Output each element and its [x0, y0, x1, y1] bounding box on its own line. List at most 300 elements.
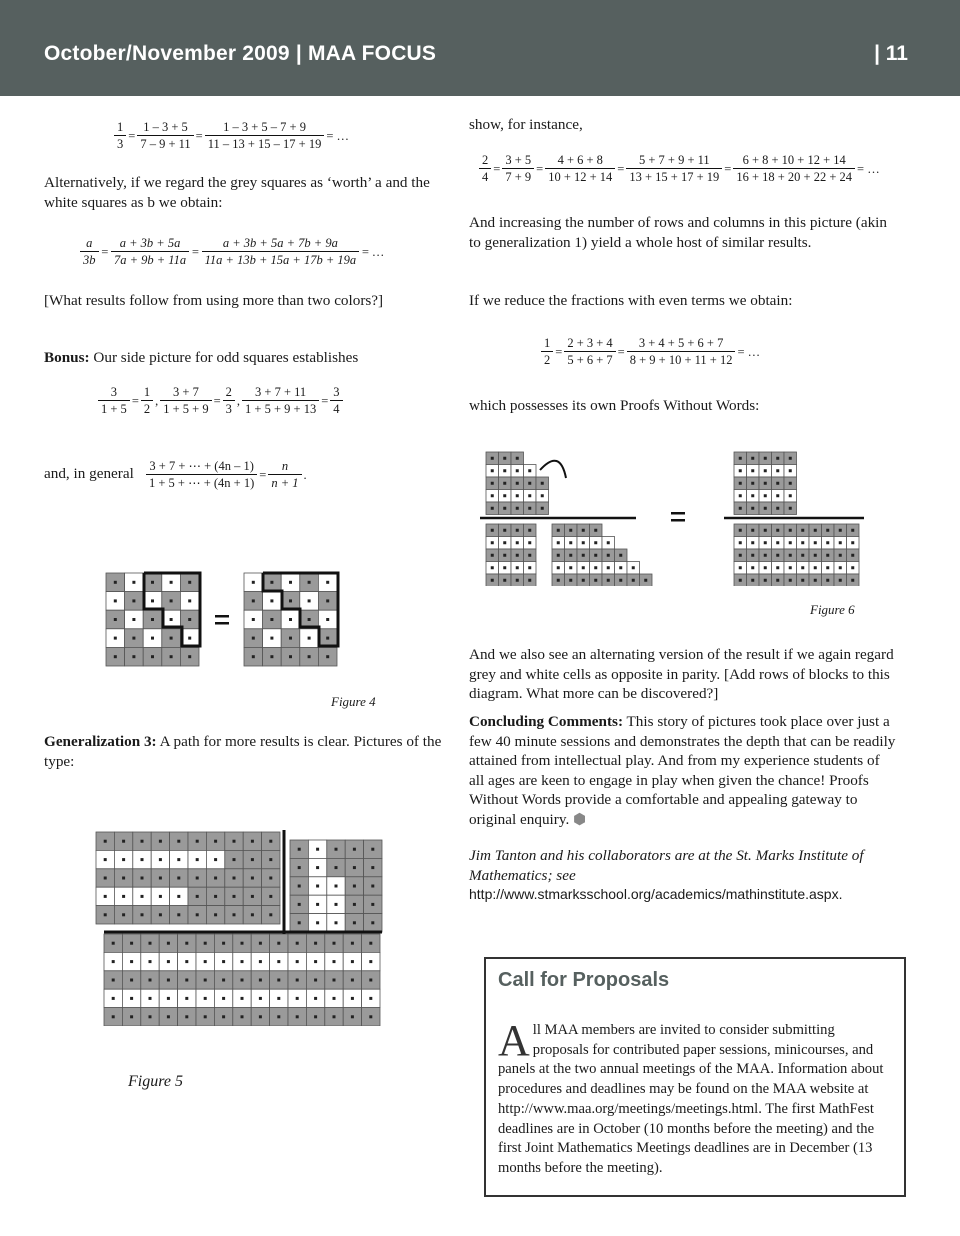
cell-dot	[607, 579, 610, 582]
cell-dot	[776, 457, 779, 460]
cell-dot	[222, 1015, 225, 1018]
cell-dot	[801, 579, 804, 582]
cell-dot	[149, 942, 152, 945]
cell-dot	[185, 960, 188, 963]
cell-dot	[149, 1015, 152, 1018]
cell-dot	[751, 457, 754, 460]
cell-dot	[751, 579, 754, 582]
cell-dot	[122, 913, 125, 916]
cell-dot	[251, 840, 254, 843]
cell-dot	[751, 494, 754, 497]
cell-dot	[739, 482, 742, 485]
cell-dot	[516, 469, 519, 472]
cell-dot	[170, 599, 173, 602]
call-for-proposals-title: Call for Proposals	[498, 969, 670, 991]
cell-dot	[141, 840, 144, 843]
cell-dot	[270, 599, 273, 602]
cell-dot	[114, 581, 117, 584]
cell-dot	[528, 482, 531, 485]
cell-dot	[528, 507, 531, 510]
cell-dot	[122, 858, 125, 861]
cell-dot	[764, 507, 767, 510]
cell-dot	[491, 554, 494, 557]
cell-dot	[764, 469, 767, 472]
cell-dot	[316, 885, 319, 888]
cell-dot	[308, 655, 311, 658]
cell-dot	[170, 655, 173, 658]
cell-dot	[351, 960, 354, 963]
cell-dot	[298, 848, 301, 851]
cell-dot	[326, 618, 329, 621]
cell-dot	[188, 599, 191, 602]
cell-dot	[582, 529, 585, 532]
cell-dot	[333, 960, 336, 963]
equation-6: $\frac{1}{2}$ = $\frac{2 + 3 + 4}{5 + 6 + 7}$ = $\frac{3 + 4 + 5 + 6 + 7}{8 + 9 + 10 + 11 + 12}$ = …	[541, 336, 762, 367]
cell-dot	[252, 655, 255, 658]
cell-dot	[149, 979, 152, 982]
call-for-proposals-text: All MAA members are invited to consider submitting proposals for contributed paper sessions, minicourses, and panels at the two annual meetings of the MAA. Information about procedures and deadlines may be found on the MAA website at http://www.maa.org/meetings/meetings.html. The first MathFest deadlines are in October (10 months before the meeting) and the first Joint Mathematics Meetings deadlines are in December (13 months before the meeting).	[498, 1016, 884, 1176]
cell-dot	[316, 848, 319, 851]
cell-dot	[776, 482, 779, 485]
cell-dot	[839, 529, 842, 532]
cell-dot	[594, 566, 597, 569]
cell-dot	[314, 997, 317, 1000]
header-title: October/November 2009 | MAA FOCUS	[44, 42, 437, 65]
cell-dot	[528, 579, 531, 582]
cell-dot	[289, 637, 292, 640]
cell-dot	[789, 469, 792, 472]
cell-dot	[764, 529, 767, 532]
equation-5: $\frac{2}{4}$ = $\frac{3 + 5}{7 + 9}$ = $\frac{4 + 6 + 8}{10 + 12 + 14}$ = $\frac{5 + 7 + 9 + 11}{13 + 15 + 17 + 19}$ = $\frac{6 + 8 + 10 + 12 + 14}{16 + 18 + 20 + 22 + 24}$ = …	[479, 153, 882, 184]
cell-dot	[369, 997, 372, 1000]
cell-dot	[222, 942, 225, 945]
cell-dot	[739, 541, 742, 544]
cell-dot	[557, 529, 560, 532]
cell-dot	[149, 960, 152, 963]
cell-dot	[326, 655, 329, 658]
cell-dot	[801, 529, 804, 532]
cell-dot	[814, 529, 817, 532]
cell-dot	[839, 579, 842, 582]
cell-dot	[159, 913, 162, 916]
cell-dot	[316, 866, 319, 869]
cell-dot	[151, 618, 154, 621]
cell-dot	[241, 942, 244, 945]
cell-dot	[196, 840, 199, 843]
cell-dot	[826, 541, 829, 544]
cell-dot	[241, 979, 244, 982]
cell-dot	[308, 637, 311, 640]
cell-dot	[369, 942, 372, 945]
cell-dot	[204, 942, 207, 945]
equation-4: $\frac{3 + 7 + \cdots + (4n - 1)}{1 + 5 + \cdots + (4n + 1)}$ = $\frac{n}{n + 1}$ .	[146, 459, 309, 490]
cell-dot	[114, 655, 117, 658]
cell-dot	[122, 895, 125, 898]
cell-dot	[594, 579, 597, 582]
cell-dot	[151, 581, 154, 584]
cell-dot	[151, 655, 154, 658]
cell-dot	[130, 960, 133, 963]
cell-dot	[269, 913, 272, 916]
cell-dot	[789, 457, 792, 460]
cell-dot	[503, 541, 506, 544]
cell-dot	[204, 960, 207, 963]
cell-dot	[851, 566, 854, 569]
cell-dot	[233, 877, 236, 880]
cell-dot	[516, 566, 519, 569]
cell-dot	[252, 581, 255, 584]
cell-dot	[776, 507, 779, 510]
cell-dot	[751, 554, 754, 557]
cell-dot	[251, 858, 254, 861]
cell-dot	[314, 1015, 317, 1018]
cell-dot	[277, 979, 280, 982]
cell-dot	[491, 566, 494, 569]
cell-dot	[557, 554, 560, 557]
cell-dot	[569, 579, 572, 582]
cell-dot	[632, 579, 635, 582]
cell-dot	[188, 618, 191, 621]
cell-dot	[188, 581, 191, 584]
cell-dot	[141, 895, 144, 898]
cell-dot	[269, 858, 272, 861]
cell-dot	[298, 921, 301, 924]
cell-dot	[826, 579, 829, 582]
cell-dot	[204, 997, 207, 1000]
cell-dot	[316, 903, 319, 906]
cell-dot	[764, 566, 767, 569]
cell-dot	[839, 541, 842, 544]
cell-dot	[789, 494, 792, 497]
equals-sign-bottom	[215, 622, 229, 625]
cell-dot	[594, 554, 597, 557]
cell-dot	[528, 541, 531, 544]
cell-dot	[277, 942, 280, 945]
cell-dot	[104, 877, 107, 880]
cell-dot	[270, 637, 273, 640]
equals-sign-top	[215, 615, 229, 618]
cell-dot	[170, 637, 173, 640]
cell-dot	[739, 507, 742, 510]
cell-dot	[289, 618, 292, 621]
cell-dot	[353, 903, 356, 906]
cell-dot	[764, 579, 767, 582]
cell-dot	[314, 960, 317, 963]
cell-dot	[259, 960, 262, 963]
cell-dot	[308, 618, 311, 621]
cell-dot	[333, 1015, 336, 1018]
cell-dot	[491, 457, 494, 460]
cell-dot	[516, 554, 519, 557]
cell-dot	[167, 979, 170, 982]
cell-dot	[259, 942, 262, 945]
cell-dot	[557, 566, 560, 569]
cell-dot	[369, 960, 372, 963]
cell-dot	[114, 618, 117, 621]
cell-dot	[528, 529, 531, 532]
cell-dot	[132, 655, 135, 658]
cell-dot	[114, 637, 117, 640]
cell-dot	[251, 895, 254, 898]
cell-dot	[491, 507, 494, 510]
cell-dot	[503, 579, 506, 582]
cell-dot	[132, 618, 135, 621]
cell-dot	[214, 895, 217, 898]
end-mark-icon: ⬢	[573, 810, 587, 828]
cell-dot	[151, 599, 154, 602]
cell-dot	[619, 566, 622, 569]
cell-dot	[839, 566, 842, 569]
equation-1: $\frac{1}{3}$ = $\frac{1 - 3 + 5}{7 - 9 + 11}$ = $\frac{1 - 3 + 5 - 7 + 9}{11 - 13 + 15 - 17 + 19}$ = …	[114, 120, 351, 151]
cell-dot	[814, 566, 817, 569]
paragraph-reduce-fractions: If we reduce the fractions with even terms we obtain:	[469, 292, 793, 309]
cell-dot	[214, 913, 217, 916]
equation-3: $\frac{3}{1 + 5}$ = $\frac{1}{2}$ , $\frac{3 + 7}{1 + 5 + 9}$ = $\frac{2}{3}$ , $\frac{3 + 7 + 11}{1 + 5 + 9 + 13}$ = $\frac{3}{4}$	[98, 385, 343, 416]
cell-dot	[277, 1015, 280, 1018]
cell-dot	[167, 997, 170, 1000]
cell-dot	[789, 554, 792, 557]
cell-dot	[314, 979, 317, 982]
figure-5-caption: Figure 5	[128, 1073, 183, 1090]
cell-dot	[335, 921, 338, 924]
cell-dot	[188, 655, 191, 658]
cell-dot	[141, 877, 144, 880]
paragraph-bonus: Bonus: Our side picture for odd squares establishes	[44, 349, 359, 366]
cell-dot	[233, 858, 236, 861]
cell-dot	[776, 494, 779, 497]
cell-dot	[351, 1015, 354, 1018]
cell-dot	[188, 637, 191, 640]
paragraph-proofs-without-words: which possesses its own Proofs Without Words:	[469, 397, 760, 414]
cell-dot	[371, 903, 374, 906]
cell-dot	[776, 541, 779, 544]
cell-dot	[569, 541, 572, 544]
cell-dot	[491, 579, 494, 582]
cell-dot	[826, 554, 829, 557]
cell-dot	[141, 858, 144, 861]
cell-dot	[789, 529, 792, 532]
cell-dot	[619, 579, 622, 582]
cell-dot	[130, 997, 133, 1000]
cell-dot	[308, 581, 311, 584]
cell-dot	[541, 507, 544, 510]
equals-sign-bottom	[671, 519, 685, 522]
cell-dot	[851, 529, 854, 532]
cell-dot	[491, 482, 494, 485]
cell-dot	[185, 979, 188, 982]
cell-dot	[259, 1015, 262, 1018]
cell-dot	[132, 581, 135, 584]
cell-dot	[270, 655, 273, 658]
cell-dot	[582, 566, 585, 569]
cell-dot	[503, 529, 506, 532]
cell-dot	[177, 840, 180, 843]
cell-dot	[351, 942, 354, 945]
cell-dot	[851, 579, 854, 582]
paragraph-alternatively: Alternatively, if we regard the grey squares as ‘worth’ a and the white squares as b we obtain:	[44, 174, 430, 211]
cell-dot	[789, 482, 792, 485]
cell-dot	[196, 913, 199, 916]
cell-dot	[222, 960, 225, 963]
cell-dot	[751, 469, 754, 472]
cell-dot	[335, 848, 338, 851]
cell-dot	[351, 979, 354, 982]
cell-dot	[112, 960, 115, 963]
cell-dot	[270, 581, 273, 584]
cell-dot	[252, 637, 255, 640]
cell-dot	[541, 482, 544, 485]
cell-dot	[739, 579, 742, 582]
cell-dot	[839, 554, 842, 557]
cell-dot	[132, 637, 135, 640]
cell-dot	[151, 637, 154, 640]
cell-dot	[503, 482, 506, 485]
paragraph-colors-question: [What results follow from using more than two colors?]	[44, 292, 384, 309]
cell-dot	[270, 618, 273, 621]
cell-dot	[185, 942, 188, 945]
cell-dot	[776, 566, 779, 569]
drop-cap: A	[498, 1016, 530, 1065]
cell-dot	[371, 885, 374, 888]
cell-dot	[814, 554, 817, 557]
figure-4-diagram	[104, 571, 344, 667]
cell-dot	[177, 895, 180, 898]
cell-dot	[814, 541, 817, 544]
cell-dot	[764, 494, 767, 497]
cell-dot	[739, 529, 742, 532]
cell-dot	[314, 942, 317, 945]
cell-dot	[214, 840, 217, 843]
cell-dot	[112, 997, 115, 1000]
cell-dot	[241, 960, 244, 963]
cell-dot	[353, 921, 356, 924]
cell-dot	[333, 942, 336, 945]
cell-dot	[104, 840, 107, 843]
cell-dot	[335, 866, 338, 869]
cell-dot	[296, 979, 299, 982]
cell-dot	[177, 858, 180, 861]
cell-dot	[204, 979, 207, 982]
cell-dot	[371, 921, 374, 924]
page-number: | 11	[874, 42, 908, 65]
cell-dot	[751, 529, 754, 532]
cell-dot	[503, 494, 506, 497]
cell-dot	[851, 554, 854, 557]
cell-dot	[351, 997, 354, 1000]
cell-dot	[826, 529, 829, 532]
cell-dot	[298, 885, 301, 888]
institute-link[interactable]: http://www.stmarksschool.org/academics/mathinstitute.aspx.	[469, 886, 843, 902]
cell-dot	[632, 566, 635, 569]
cell-dot	[122, 840, 125, 843]
cell-dot	[751, 482, 754, 485]
cell-dot	[196, 877, 199, 880]
cell-dot	[619, 554, 622, 557]
cell-dot	[739, 469, 742, 472]
cell-dot	[557, 541, 560, 544]
cell-dot	[252, 599, 255, 602]
cell-dot	[222, 997, 225, 1000]
paragraph-concluding-comments: Concluding Comments: This story of pictures took place over just a few 40 minute sessions and demonstrates the depth that can be readily attained from intellectual play. And from my experience students of all ages are keen to engage in play when given the chance! Proofs Without Words provide a comfortable and appealing gateway to original enquiry. ⬢	[469, 713, 896, 828]
page-header	[0, 0, 960, 96]
cell-dot	[371, 866, 374, 869]
cell-dot	[196, 895, 199, 898]
cell-dot	[582, 554, 585, 557]
cell-dot	[326, 581, 329, 584]
cell-dot	[289, 655, 292, 658]
cell-dot	[607, 541, 610, 544]
cell-dot	[185, 997, 188, 1000]
cell-dot	[569, 554, 572, 557]
cell-dot	[112, 942, 115, 945]
cell-dot	[130, 942, 133, 945]
cell-dot	[739, 566, 742, 569]
cell-dot	[801, 566, 804, 569]
cell-dot	[104, 895, 107, 898]
cell-dot	[141, 913, 144, 916]
cell-dot	[335, 903, 338, 906]
cell-dot	[371, 848, 374, 851]
cell-dot	[751, 541, 754, 544]
cell-dot	[233, 840, 236, 843]
cell-dot	[503, 457, 506, 460]
cell-dot	[516, 579, 519, 582]
equation-2: $\frac{a}{3b}$ = $\frac{a + 3b + 5a}{7a + 9b + 11a}$ = $\frac{a + 3b + 5a + 7b + 9a}{11a + 13b + 15a + 17b + 19a}$ = …	[80, 236, 386, 267]
cell-dot	[751, 507, 754, 510]
cell-dot	[114, 599, 117, 602]
cell-dot	[159, 895, 162, 898]
cell-dot	[296, 942, 299, 945]
cell-dot	[801, 541, 804, 544]
cell-dot	[335, 885, 338, 888]
cell-dot	[122, 877, 125, 880]
cell-dot	[814, 579, 817, 582]
cell-dot	[269, 895, 272, 898]
cell-dot	[167, 942, 170, 945]
cell-dot	[528, 566, 531, 569]
cell-dot	[503, 469, 506, 472]
cell-dot	[516, 482, 519, 485]
cell-dot	[251, 877, 254, 880]
cell-dot	[233, 895, 236, 898]
cell-dot	[369, 1015, 372, 1018]
cell-dot	[739, 554, 742, 557]
cell-dot	[776, 554, 779, 557]
cell-dot	[764, 482, 767, 485]
cell-dot	[167, 960, 170, 963]
cell-dot	[789, 566, 792, 569]
cell-dot	[333, 979, 336, 982]
cell-dot	[776, 469, 779, 472]
cell-dot	[130, 979, 133, 982]
cell-dot	[516, 507, 519, 510]
cell-dot	[491, 469, 494, 472]
cell-dot	[503, 566, 506, 569]
figure-6-caption: Figure 6	[810, 602, 855, 617]
cell-dot	[269, 840, 272, 843]
cell-dot	[214, 858, 217, 861]
cell-dot	[241, 997, 244, 1000]
cell-dot	[528, 469, 531, 472]
cell-dot	[326, 637, 329, 640]
cell-dot	[582, 579, 585, 582]
cell-dot	[296, 960, 299, 963]
cell-dot	[776, 579, 779, 582]
cell-dot	[353, 848, 356, 851]
cell-dot	[296, 997, 299, 1000]
cell-dot	[764, 541, 767, 544]
cell-dot	[594, 541, 597, 544]
